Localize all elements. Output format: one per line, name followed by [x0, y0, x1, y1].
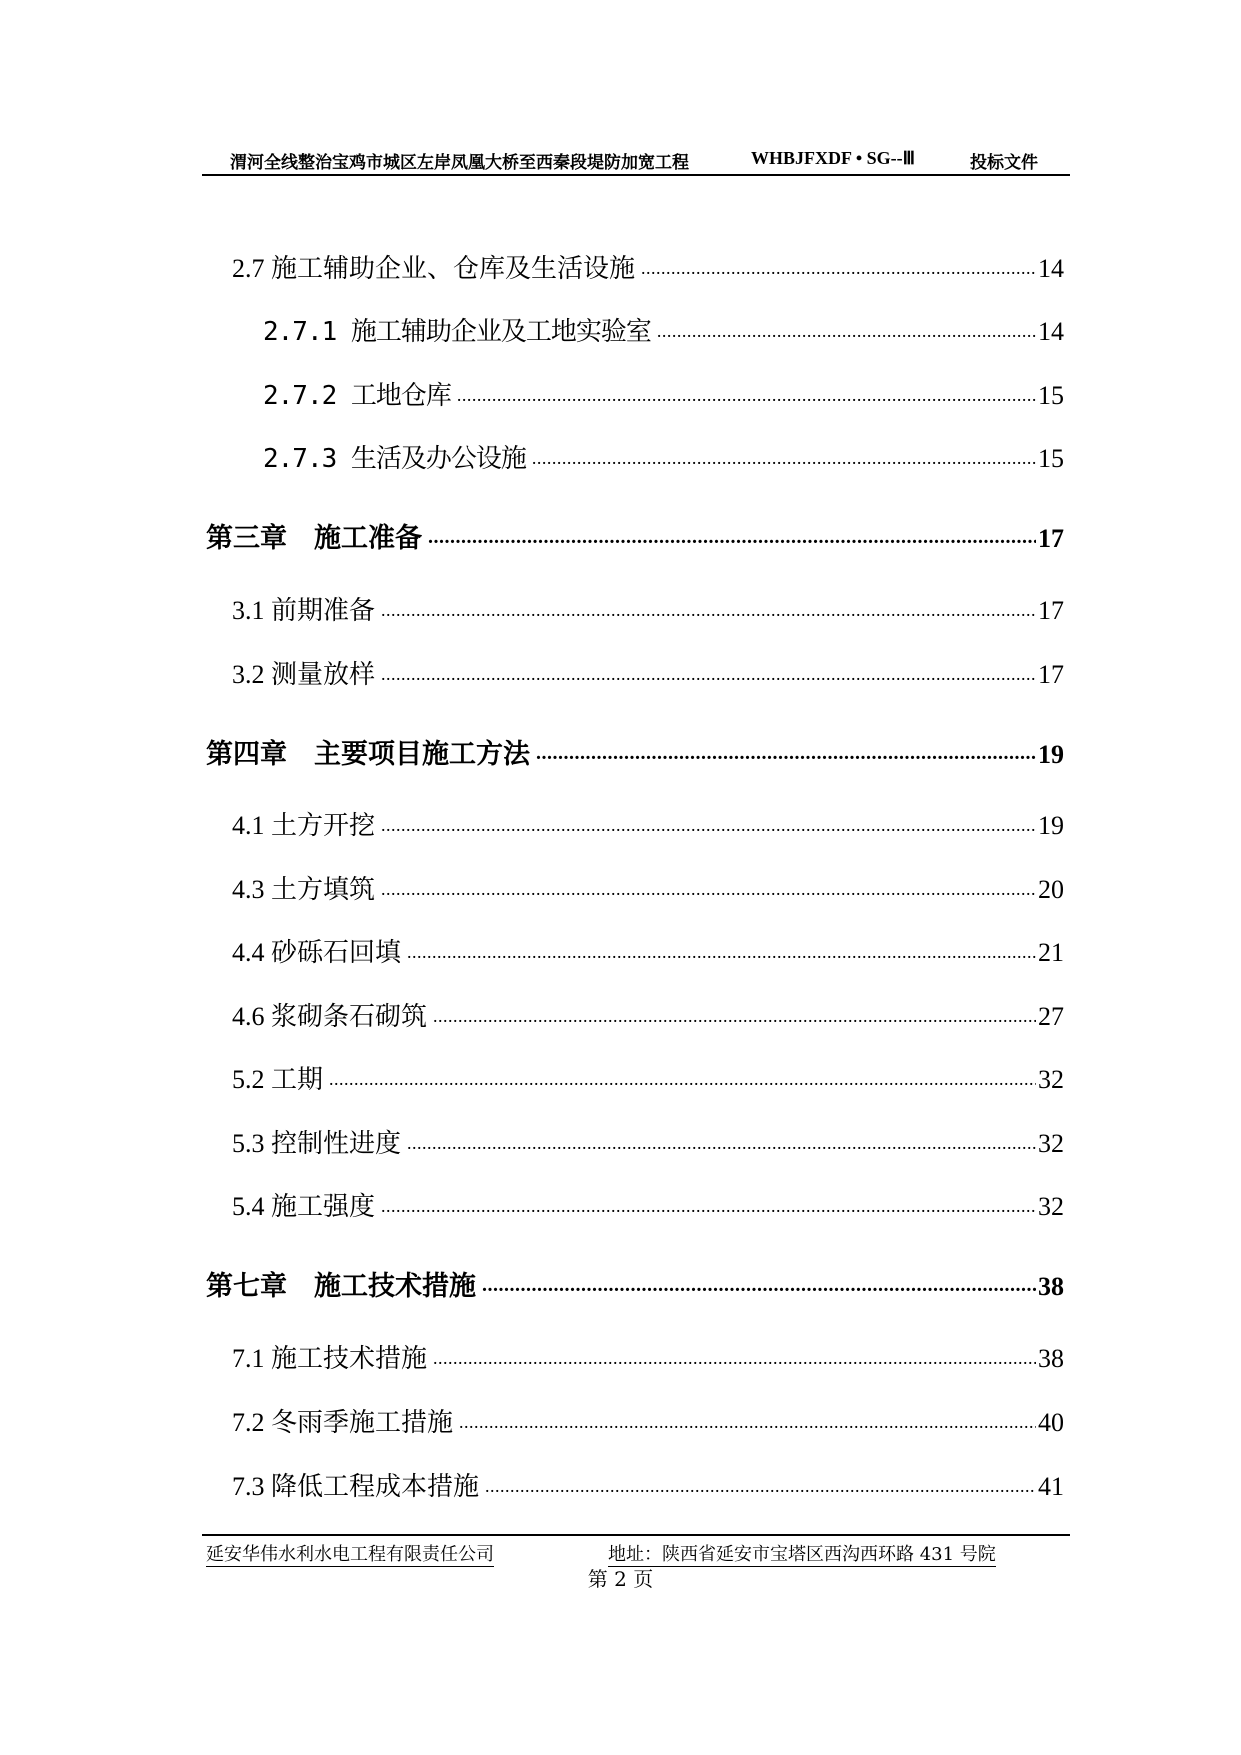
toc-chapter-entry[interactable] — [206, 732, 1064, 768]
toc-entry-page: 19 — [1038, 811, 1064, 840]
toc-entry[interactable] — [232, 1466, 1064, 1502]
toc-entry[interactable] — [232, 248, 1064, 284]
toc-entry-label: 2.7.1 施工辅助企业及工地实验室 — [263, 317, 651, 347]
toc-entry-page: 15 — [1038, 444, 1064, 473]
toc-entry-page: 20 — [1038, 875, 1064, 904]
toc-entry-page: 14 — [1038, 317, 1064, 346]
toc-entry-label: 4.3 土方填筑 — [232, 875, 376, 904]
toc-entry-page: 15 — [1038, 381, 1064, 410]
toc-entry[interactable] — [232, 1123, 1064, 1159]
toc-entry-page: 17 — [1038, 596, 1064, 625]
toc-dot-leader — [433, 1341, 1036, 1367]
toc-entry-page: 17 — [1038, 660, 1064, 689]
toc-entry-page: 14 — [1038, 254, 1064, 283]
header-project-title: 渭河全线整治宝鸡市城区左岸凤凰大桥至西秦段堤防加宽工程 — [230, 153, 689, 173]
toc-entry[interactable] — [263, 438, 1064, 474]
toc-chapter-label: 第四章 主要项目施工方法 — [206, 739, 530, 770]
toc-dot-leader — [381, 1189, 1036, 1215]
toc-entry-page: 32 — [1038, 1065, 1064, 1094]
toc-dot-leader — [482, 1268, 1036, 1295]
toc-dot-leader — [459, 1405, 1036, 1431]
toc-entry-page: 41 — [1038, 1472, 1064, 1501]
toc-dot-leader — [381, 657, 1036, 683]
toc-entry[interactable] — [232, 1186, 1064, 1222]
toc-dot-leader — [433, 999, 1036, 1025]
toc-entry[interactable] — [263, 311, 1064, 347]
toc-entry[interactable] — [232, 1338, 1064, 1374]
toc-entry[interactable] — [232, 805, 1064, 841]
toc-chapter-entry[interactable] — [206, 1264, 1064, 1300]
toc-chapter-page: 17 — [1038, 524, 1064, 553]
toc-chapter-entry[interactable] — [206, 516, 1064, 552]
toc-entry-label: 2.7.3 生活及办公设施 — [263, 444, 526, 474]
toc-entry-label: 2.7.2 工地仓库 — [263, 381, 451, 411]
page-number: 第 2 页 — [587, 1567, 654, 1591]
toc-chapter-label: 第七章 施工技术措施 — [206, 1271, 476, 1302]
toc-dot-leader — [381, 808, 1036, 834]
toc-entry-label: 4.6 浆砌条石砌筑 — [232, 1002, 428, 1031]
toc-dot-leader — [381, 593, 1036, 619]
toc-dot-leader — [641, 251, 1036, 277]
toc-entry-label: 3.1 前期准备 — [232, 596, 376, 625]
toc-entry[interactable] — [263, 375, 1064, 411]
toc-entry[interactable] — [232, 869, 1064, 905]
toc-entry-label: 7.1 施工技术措施 — [232, 1344, 428, 1373]
toc-dot-leader — [485, 1469, 1036, 1495]
toc-dot-leader — [428, 520, 1036, 547]
toc-entry-page: 32 — [1038, 1129, 1064, 1158]
toc-entry-page: 32 — [1038, 1192, 1064, 1221]
toc-entry-label: 2.7 施工辅助企业、仓库及生活设施 — [232, 254, 636, 283]
toc-entry[interactable] — [232, 932, 1064, 968]
toc-chapter-page: 38 — [1038, 1272, 1064, 1301]
header-document-type: 投标文件 — [970, 153, 1038, 173]
toc-chapter-label: 第三章 施工准备 — [206, 523, 422, 554]
toc-dot-leader — [381, 872, 1036, 898]
toc-dot-leader — [536, 736, 1036, 763]
toc-entry-label: 7.3 降低工程成本措施 — [232, 1472, 480, 1501]
toc-dot-leader — [657, 314, 1036, 340]
footer-company-name: 延安华伟水利水电工程有限责任公司 — [206, 1540, 494, 1567]
toc-dot-leader — [329, 1062, 1036, 1088]
toc-entry[interactable] — [232, 590, 1064, 626]
toc-entry[interactable] — [232, 654, 1064, 690]
header-project-code: WHBJFXDF • SG--Ⅲ — [751, 148, 916, 168]
page-footer — [202, 1534, 1070, 1566]
toc-entry[interactable] — [232, 1402, 1064, 1438]
toc-dot-leader — [407, 1126, 1036, 1152]
toc-entry-label: 4.4 砂砾石回填 — [232, 938, 402, 967]
toc-entry-label: 4.1 土方开挖 — [232, 811, 376, 840]
toc-entry-page: 27 — [1038, 1002, 1064, 1031]
toc-entry-label: 5.3 控制性进度 — [232, 1129, 402, 1158]
toc-dot-leader — [407, 935, 1036, 961]
toc-dot-leader — [457, 378, 1036, 404]
footer-address: 地址：陕西省延安市宝塔区西沟西环路 431 号院 — [608, 1540, 996, 1567]
toc-entry-page: 38 — [1038, 1344, 1064, 1373]
toc-entry[interactable] — [232, 996, 1064, 1032]
toc-dot-leader — [532, 441, 1036, 467]
toc-entry-label: 5.2 工期 — [232, 1065, 324, 1094]
toc-entry-label: 5.4 施工强度 — [232, 1192, 376, 1221]
toc-entry-page: 21 — [1038, 938, 1064, 967]
toc-entry-label: 3.2 测量放样 — [232, 660, 376, 689]
toc-entry-page: 40 — [1038, 1408, 1064, 1437]
toc-entry[interactable] — [232, 1059, 1064, 1095]
toc-entry-label: 7.2 冬雨季施工措施 — [232, 1408, 454, 1437]
toc-chapter-page: 19 — [1038, 740, 1064, 769]
